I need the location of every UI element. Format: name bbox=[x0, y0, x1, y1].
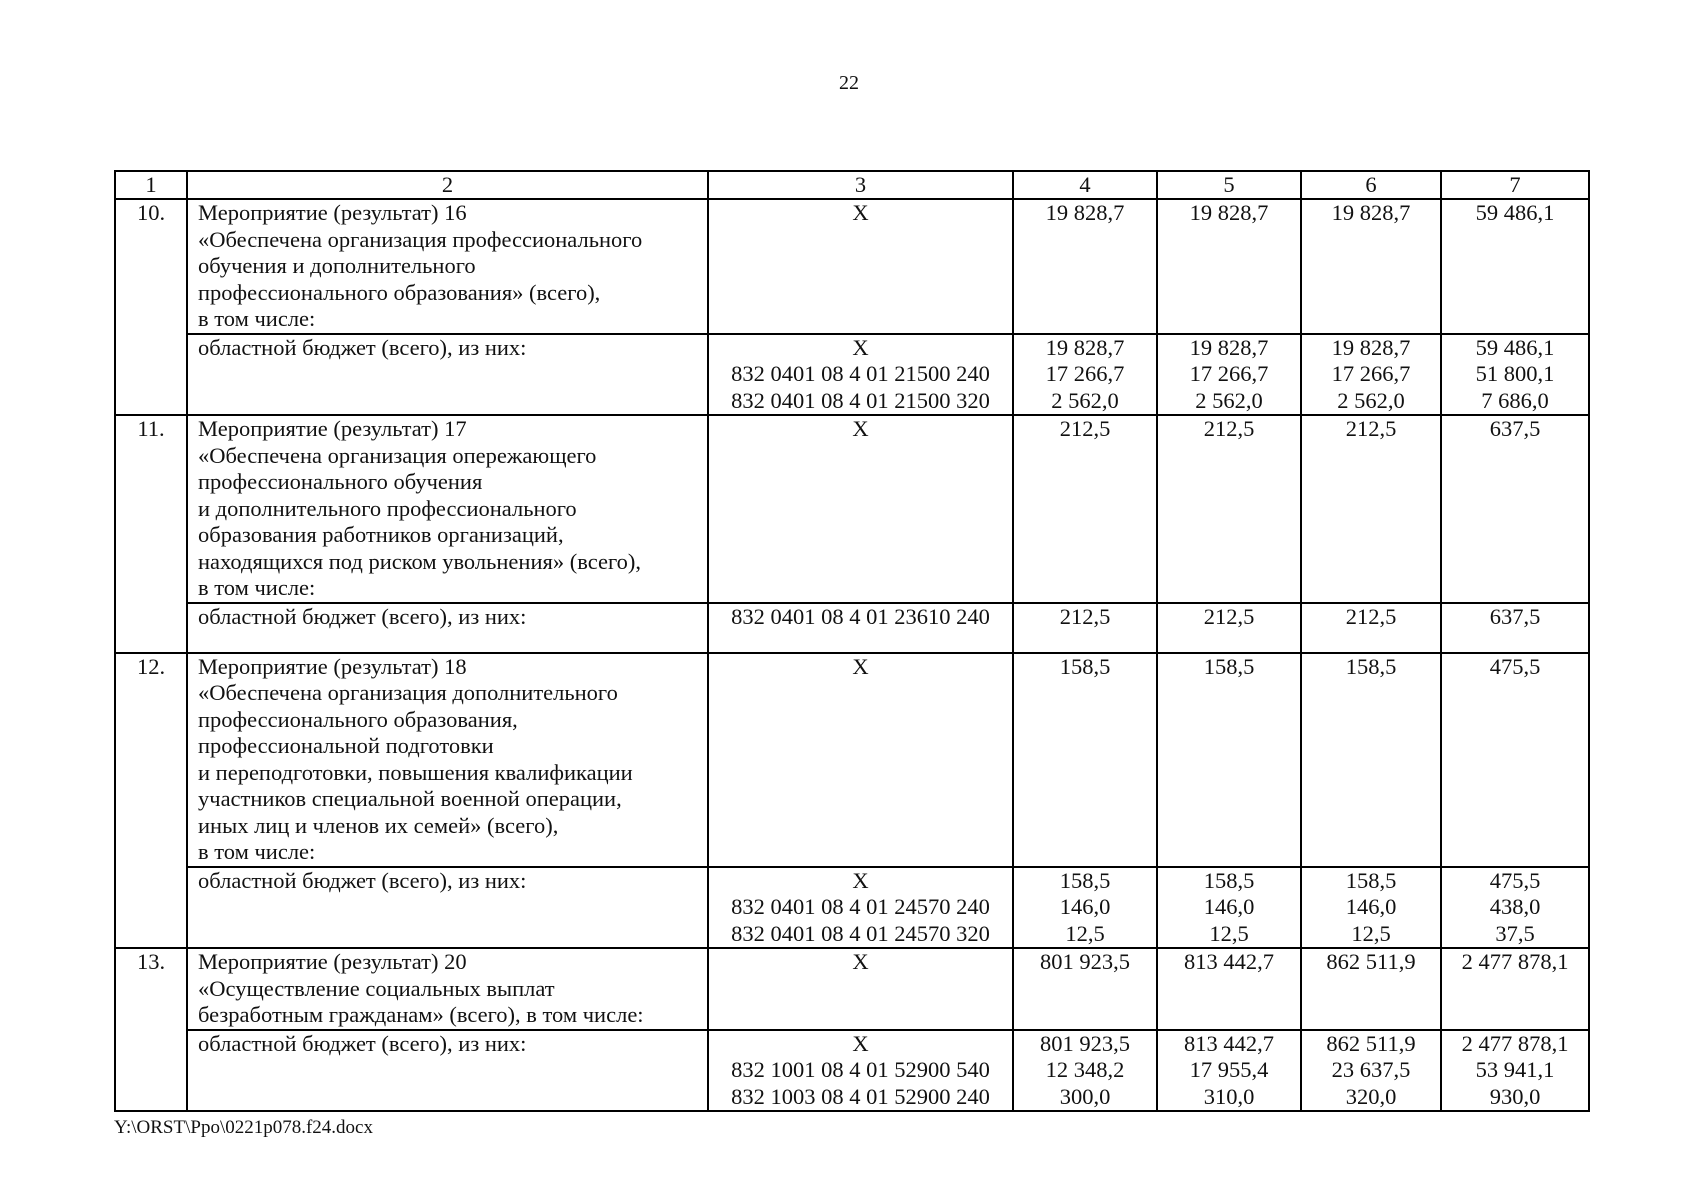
amount-line: 19 828,7 bbox=[1189, 334, 1269, 360]
amount-line: 813 442,7 bbox=[1184, 1030, 1274, 1056]
amount-line: 438,0 bbox=[1489, 894, 1541, 919]
amount-line: 2 562,0 bbox=[1051, 387, 1119, 413]
amounts-v7 bbox=[1441, 603, 1589, 653]
activity-title bbox=[187, 948, 708, 1030]
activity-title-line: профессионального образования, bbox=[198, 706, 518, 732]
amount-line: 2 562,0 bbox=[1195, 387, 1263, 413]
amount-line: 158,5 bbox=[1345, 867, 1397, 893]
amounts-v4 bbox=[1013, 603, 1157, 653]
amount-v6: 19 828,7 bbox=[1301, 199, 1441, 334]
amount-v7: 59 486,1 bbox=[1441, 199, 1589, 334]
amount-line: 12,5 bbox=[1065, 920, 1105, 946]
activity-title-line: обучения и дополнительного bbox=[198, 253, 476, 278]
activity-title-line: и дополнительного профессионального bbox=[198, 495, 577, 521]
activity-title-line: профессионального образования» (всего), bbox=[198, 279, 601, 305]
activity-title-line: в том числе: bbox=[198, 575, 316, 600]
amount-line: 23 637,5 bbox=[1331, 1057, 1411, 1082]
amounts-v5 bbox=[1157, 334, 1301, 416]
amounts-v6 bbox=[1301, 334, 1441, 416]
amount-line: 59 486,1 bbox=[1475, 334, 1555, 360]
file-path-footer: Y:\ORST\Ppo\0221p078.f24.docx bbox=[114, 1117, 373, 1138]
column-number: 6 bbox=[1301, 171, 1441, 199]
activity-title-line: Мероприятие (результат) 17 bbox=[198, 416, 467, 441]
amount-v7: 637,5 bbox=[1441, 415, 1589, 603]
amount-line: 862 511,9 bbox=[1326, 1030, 1416, 1056]
amount-line: 212,5 bbox=[1203, 603, 1255, 629]
amount-line: 7 686,0 bbox=[1481, 387, 1549, 413]
budget-table bbox=[114, 170, 1590, 1112]
activity-title-line: «Обеспечена организация опережающего bbox=[198, 442, 597, 468]
activity-row bbox=[115, 653, 1589, 867]
amount-v5: 813 442,7 bbox=[1157, 948, 1301, 1030]
amount-v5: 19 828,7 bbox=[1157, 199, 1301, 334]
budget-code: X bbox=[708, 415, 1013, 603]
budget-code-line: X bbox=[852, 334, 869, 360]
amount-line: 2 477 878,1 bbox=[1461, 1030, 1569, 1056]
amount-line: 310,0 bbox=[1203, 1083, 1255, 1109]
activity-title bbox=[187, 199, 708, 334]
regional-budget-row bbox=[115, 1030, 1589, 1112]
activity-title-line: находящихся под риском увольнения» (всего), bbox=[198, 548, 641, 574]
regional-budget-label: областной бюджет (всего), из них: bbox=[187, 1030, 708, 1112]
amount-v4: 158,5 bbox=[1013, 653, 1157, 867]
amount-v4: 19 828,7 bbox=[1013, 199, 1157, 334]
regional-budget-row bbox=[115, 334, 1589, 416]
amount-line: 475,5 bbox=[1489, 867, 1541, 893]
budget-code-line: 832 1001 08 4 01 52900 540 bbox=[731, 1057, 990, 1082]
amounts-v5 bbox=[1157, 1030, 1301, 1112]
column-number: 2 bbox=[187, 171, 708, 199]
row-number: 13. bbox=[115, 948, 187, 1111]
regional-budget-label: областной бюджет (всего), из них: bbox=[187, 603, 708, 653]
amount-line: 146,0 bbox=[1203, 894, 1255, 919]
activity-title-line: «Осуществление социальных выплат bbox=[198, 975, 555, 1001]
amounts-v5 bbox=[1157, 603, 1301, 653]
activity-title-line: профессионального обучения bbox=[198, 469, 483, 494]
activity-title-line: «Обеспечена организация дополнительного bbox=[198, 680, 618, 705]
activity-title-line: безработным гражданам» (всего), в том числе: bbox=[198, 1002, 644, 1027]
page-number: 22 bbox=[839, 72, 859, 94]
activity-row bbox=[115, 199, 1589, 334]
amount-line: 158,5 bbox=[1059, 867, 1111, 893]
amounts-v4 bbox=[1013, 867, 1157, 949]
amount-line: 17 955,4 bbox=[1189, 1057, 1269, 1082]
amounts-v6 bbox=[1301, 603, 1441, 653]
budget-code: X bbox=[708, 948, 1013, 1030]
activity-title-line: образования работников организаций, bbox=[198, 522, 564, 547]
activity-title-line: Мероприятие (результат) 18 bbox=[198, 653, 467, 679]
amount-line: 320,0 bbox=[1345, 1083, 1397, 1109]
activity-title-line: в том числе: bbox=[198, 306, 316, 331]
amount-line: 53 941,1 bbox=[1475, 1057, 1555, 1082]
budget-code-line: 832 0401 08 4 01 21500 320 bbox=[731, 387, 990, 413]
amount-line: 12 348,2 bbox=[1045, 1057, 1125, 1082]
activity-title-line: Мероприятие (результат) 20 bbox=[198, 949, 467, 974]
regional-budget-label: областной бюджет (всего), из них: bbox=[187, 867, 708, 949]
activity-title bbox=[187, 653, 708, 867]
amount-v6: 158,5 bbox=[1301, 653, 1441, 867]
amount-line: 51 800,1 bbox=[1475, 361, 1555, 386]
budget-code-line: 832 0401 08 4 01 24570 320 bbox=[731, 920, 990, 946]
amount-line: 212,5 bbox=[1345, 603, 1397, 629]
activity-title bbox=[187, 415, 708, 603]
column-number: 3 bbox=[708, 171, 1013, 199]
budget-code-line: 832 0401 08 4 01 24570 240 bbox=[731, 894, 990, 919]
amount-line: 930,0 bbox=[1489, 1083, 1541, 1109]
amount-line: 12,5 bbox=[1351, 920, 1391, 946]
column-number: 5 bbox=[1157, 171, 1301, 199]
budget-code-line: 832 1003 08 4 01 52900 240 bbox=[731, 1083, 990, 1109]
amount-v4: 212,5 bbox=[1013, 415, 1157, 603]
amount-line: 17 266,7 bbox=[1331, 361, 1411, 386]
amount-v7: 2 477 878,1 bbox=[1441, 948, 1589, 1030]
budget-codes bbox=[708, 603, 1013, 653]
budget-code: X bbox=[708, 199, 1013, 334]
activity-row bbox=[115, 415, 1589, 603]
amount-line: 2 562,0 bbox=[1337, 387, 1405, 413]
amount-line: 146,0 bbox=[1059, 894, 1111, 919]
amounts-v5 bbox=[1157, 867, 1301, 949]
amount-line: 17 266,7 bbox=[1189, 361, 1269, 386]
amounts-v7 bbox=[1441, 334, 1589, 416]
amount-line: 158,5 bbox=[1203, 867, 1255, 893]
amount-line: 146,0 bbox=[1345, 894, 1397, 919]
row-number: 12. bbox=[115, 653, 187, 949]
activity-title-line: Мероприятие (результат) 16 bbox=[198, 200, 467, 225]
regional-budget-row bbox=[115, 867, 1589, 949]
activity-title-line: профессиональной подготовки bbox=[198, 733, 494, 758]
budget-code-line: 832 0401 08 4 01 23610 240 bbox=[731, 603, 990, 629]
amount-v6: 862 511,9 bbox=[1301, 948, 1441, 1030]
amount-v5: 212,5 bbox=[1157, 415, 1301, 603]
budget-code-line: X bbox=[852, 867, 869, 893]
activity-title-line: в том числе: bbox=[198, 839, 316, 864]
amount-line: 300,0 bbox=[1059, 1083, 1111, 1109]
amount-v4: 801 923,5 bbox=[1013, 948, 1157, 1030]
row-number: 10. bbox=[115, 199, 187, 415]
amount-line: 637,5 bbox=[1489, 603, 1541, 629]
amount-line: 19 828,7 bbox=[1331, 334, 1411, 360]
column-number: 1 bbox=[115, 171, 187, 199]
amount-line: 212,5 bbox=[1059, 603, 1111, 629]
column-number: 7 bbox=[1441, 171, 1589, 199]
amount-line: 37,5 bbox=[1495, 920, 1535, 946]
row-number: 11. bbox=[115, 415, 187, 653]
budget-code-line: 832 0401 08 4 01 21500 240 bbox=[731, 361, 990, 386]
budget-codes bbox=[708, 334, 1013, 416]
amounts-v6 bbox=[1301, 1030, 1441, 1112]
activity-title-line: участников специальной военной операции, bbox=[198, 786, 622, 811]
regional-budget-row bbox=[115, 603, 1589, 653]
budget-codes bbox=[708, 867, 1013, 949]
column-number: 4 bbox=[1013, 171, 1157, 199]
amounts-v4 bbox=[1013, 334, 1157, 416]
budget-codes bbox=[708, 1030, 1013, 1112]
table-body bbox=[115, 171, 1589, 1111]
activity-row bbox=[115, 948, 1589, 1030]
amounts-v7 bbox=[1441, 1030, 1589, 1112]
budget-code-line: X bbox=[852, 1030, 869, 1056]
amount-line: 19 828,7 bbox=[1045, 334, 1125, 360]
amounts-v7 bbox=[1441, 867, 1589, 949]
amount-line: 12,5 bbox=[1209, 920, 1249, 946]
activity-title-line: и переподготовки, повышения квалификации bbox=[198, 759, 633, 785]
regional-budget-label: областной бюджет (всего), из них: bbox=[187, 334, 708, 416]
activity-title-line: «Обеспечена организация профессионального bbox=[198, 226, 643, 252]
amounts-v6 bbox=[1301, 867, 1441, 949]
amounts-v4 bbox=[1013, 1030, 1157, 1112]
activity-title-line: иных лиц и членов их семей» (всего), bbox=[198, 812, 559, 838]
column-number-row bbox=[115, 171, 1589, 199]
amount-v5: 158,5 bbox=[1157, 653, 1301, 867]
amount-v6: 212,5 bbox=[1301, 415, 1441, 603]
amount-line: 801 923,5 bbox=[1040, 1030, 1130, 1056]
amount-line: 17 266,7 bbox=[1045, 361, 1125, 386]
budget-code: X bbox=[708, 653, 1013, 867]
amount-v7: 475,5 bbox=[1441, 653, 1589, 867]
